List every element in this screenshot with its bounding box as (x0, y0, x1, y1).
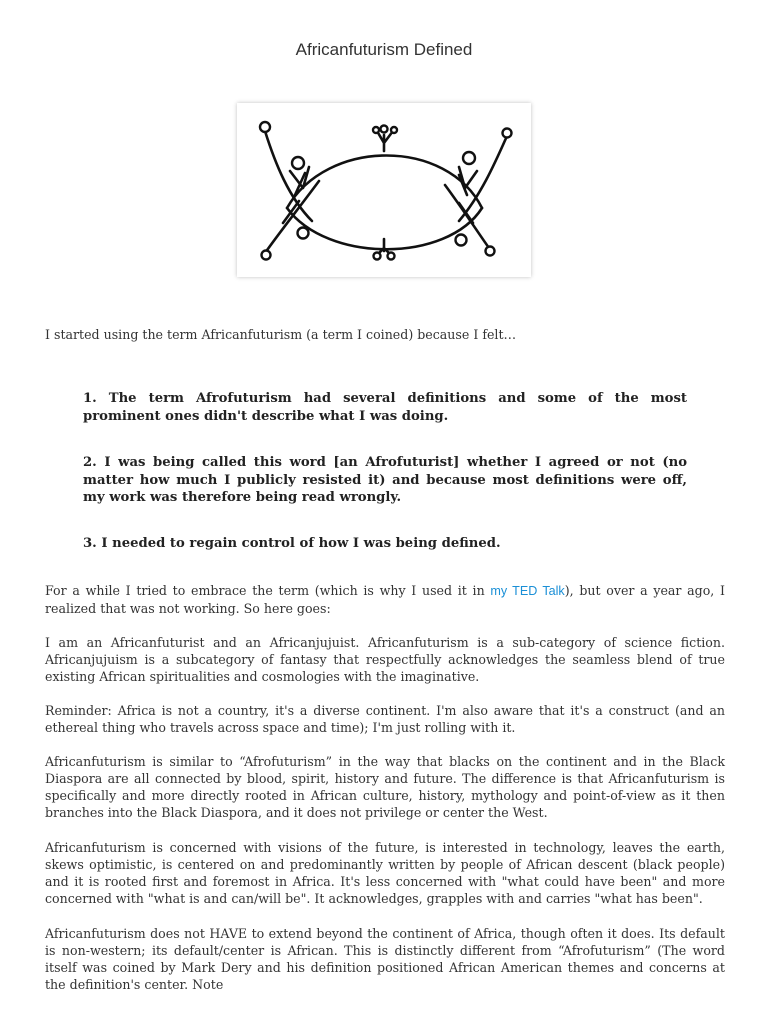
nsibidi-symbol-icon (237, 103, 531, 277)
list-item: 1. The term Afrofuturism had several definitions and some of the most prominent ones didn't describe what I was doing. (83, 391, 687, 424)
paragraph: Reminder: Africa is not a country, it's a diverse continent. I'm also aware that it's a construct (and an ethereal thing who travels across space and time); I'm just rolling with it. (45, 703, 725, 735)
paragraph (45, 582, 725, 617)
paragraph-text: ), but over a year ago, I realized that was not working. So here goes: (45, 583, 725, 616)
paragraph: Africanfuturism is similar to “Afrofuturism” in the way that blacks on the continent and in the Black Diaspora are all connected by blood, spirit, history and future. The difference is that Africanfuturism is specifically and more directly rooted in African culture, history, mythology and point-of-view as it then branches into the Black Diaspora, and it does not privilege or center the West. (45, 754, 725, 820)
paragraph: Africanfuturism is concerned with visions of the future, is interested in technology, leaves the earth, skews optimistic, is centered on and predominantly written by people of African descent (black people) and it is rooted first and foremost in Africa. It's less concerned with "what could have been" and more concerned with "what is and can/will be". It acknowledges, grapples with and carries "what has been". (45, 840, 725, 906)
intro-text: I started using the term Africanfuturism (a term I coined) because I felt… (45, 327, 517, 342)
paragraph-text: For a while I tried to embrace the term (which is why I used it in (45, 583, 491, 598)
page-title: Africanfuturism Defined (295, 40, 473, 59)
list-item: 2. I was being called this word [an Afrofuturist] whether I agreed or not (no matter how much I publicly resisted it) and because most definitions were off, my work was therefore being read wrongly. (83, 455, 687, 505)
figure-card (237, 103, 531, 277)
paragraph: I am an Africanfuturist and an Africanjujuist. Africanfuturism is a sub-category of science fiction. Africanjujuism is a subcategory of fantasy that respectfully acknowledges the seamless blend of true existing African spiritualities and cosmologies with the imaginative. (45, 635, 725, 684)
list-item: 3. I needed to regain control of how I was being defined. (83, 536, 501, 551)
paragraph: Africanfuturism does not HAVE to extend beyond the continent of Africa, though often it does. Its default is non-western; its default/center is African. This is distinctly different from “Afrofuturism” (The word itself was coined by Mark Dery and his definition positioned African American themes and concerns at the definition's center. Note (45, 926, 725, 992)
ted-talk-link[interactable]: my TED Talk (490, 584, 565, 598)
